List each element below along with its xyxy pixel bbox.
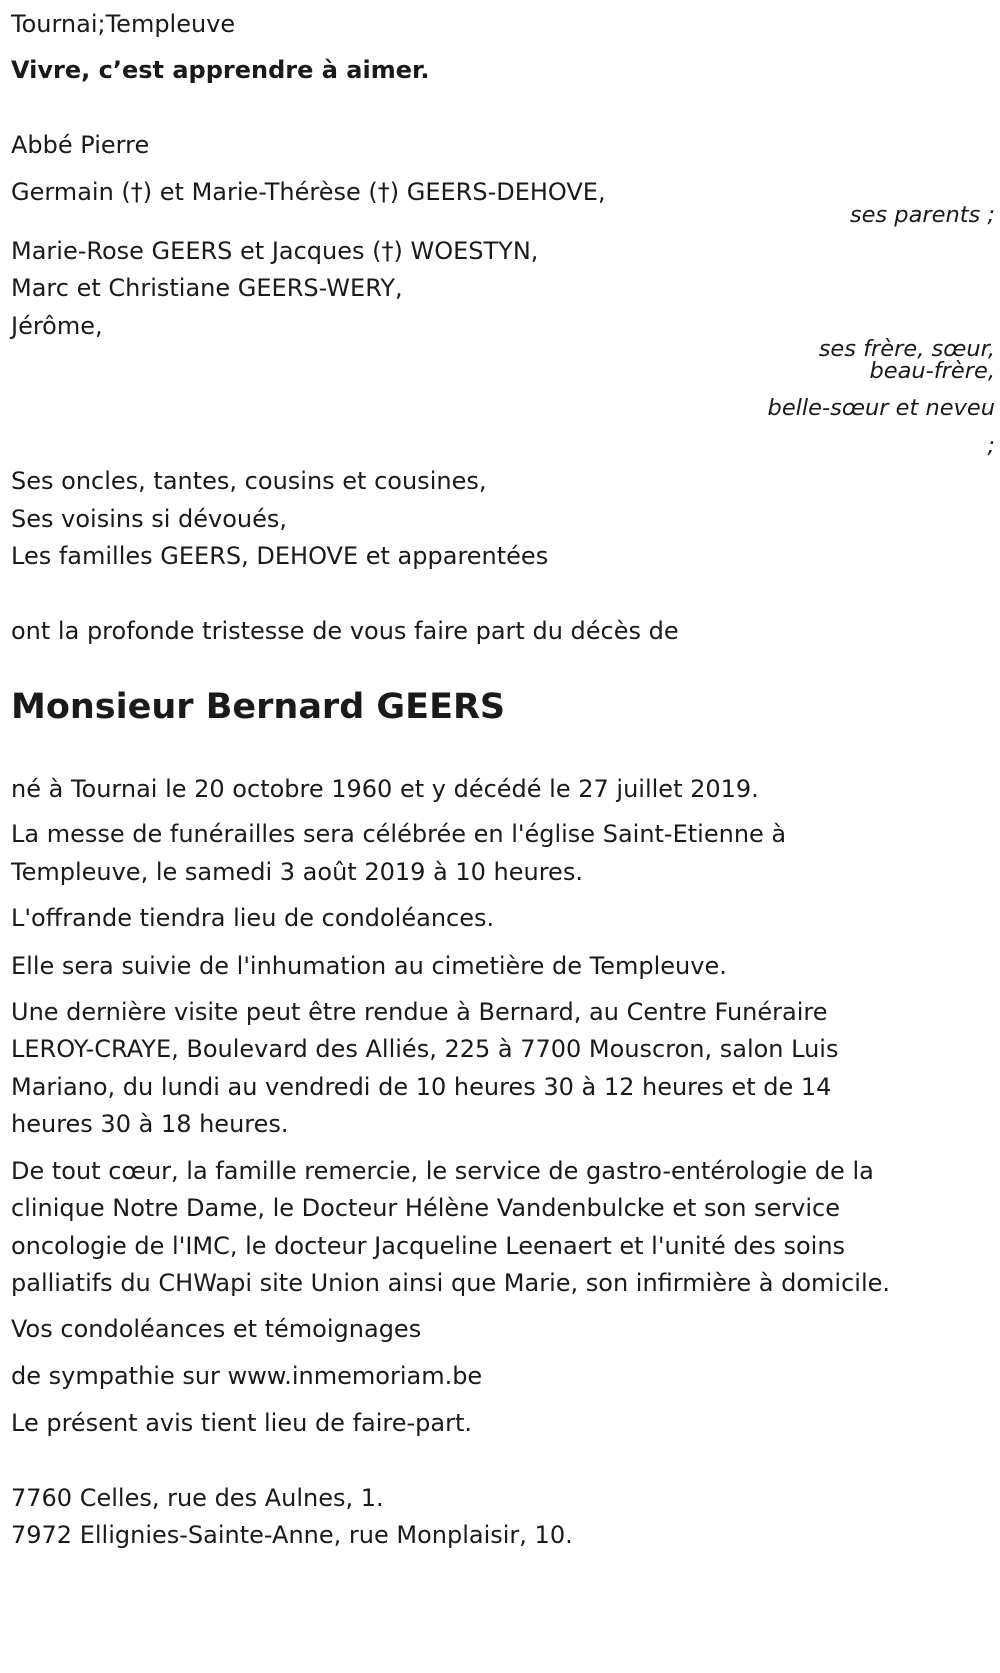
offering-line: L'offrande tiendra lieu de condoléances. [11,904,495,932]
condolences-line: de sympathie sur www.inmemoriam.be [11,1362,483,1390]
thanks-line: De tout cœur, la famille remercie, le service de gastro-entérologie de la [11,1157,874,1185]
mass-line: La messe de funérailles sera célébrée en l'église Saint-Etienne à [11,820,787,848]
siblings-relation-line: ses frère, sœur, [818,336,995,362]
birth-death-line: né à Tournai le 20 octobre 1960 et y décédé le 27 juillet 2019. [11,775,759,803]
visit-line: heures 30 à 18 heures. [11,1110,289,1138]
siblings-relation-line: beau-frère, [869,358,995,384]
address-line: 7972 Ellignies-Sainte-Anne, rue Monplaisir, 10. [11,1521,573,1549]
condolences-line: Vos condoléances et témoignages [11,1315,422,1343]
relatives-line: Ses oncles, tantes, cousins et cousines, [11,467,487,495]
thanks-line: oncologie de l'IMC, le docteur Jacqueline Leenaert et l'unité des soins [11,1232,846,1260]
parents-line: Germain (†) et Marie-Thérèse (†) GEERS-DEHOVE, [11,178,606,206]
parents-relation: ses parents ; [849,202,995,228]
notice-line: Le présent avis tient lieu de faire-part. [11,1409,473,1437]
mass-line: Templeuve, le samedi 3 août 2019 à 10 heures. [11,858,583,886]
sibling-line: Jérôme, [11,312,103,340]
quote: Vivre, c’est apprendre à aimer. [11,56,430,84]
deceased-name: Monsieur Bernard GEERS [11,687,506,727]
sibling-line: Marc et Christiane GEERS-WERY, [11,274,403,302]
siblings-relation-line: belle-sœur et neveu [767,395,995,421]
relatives-line: Ses voisins si dévoués, [11,505,287,533]
relatives-line: Les familles GEERS, DEHOVE et apparentées [11,542,549,570]
siblings-relation-line: ; [987,433,995,459]
visit-line: Mariano, du lundi au vendredi de 10 heures 30 à 12 heures et de 14 [11,1073,832,1101]
address-line: 7760 Celles, rue des Aulnes, 1. [11,1484,384,1512]
thanks-line: palliatifs du CHWapi site Union ainsi que Marie, son infirmière à domicile. [11,1269,891,1297]
burial-line: Elle sera suivie de l'inhumation au cimetière de Templeuve. [11,952,727,980]
visit-line: Une dernière visite peut être rendue à Bernard, au Centre Funéraire [11,998,828,1026]
sibling-line: Marie-Rose GEERS et Jacques (†) WOESTYN, [11,237,539,265]
visit-line: LEROY-CRAYE, Boulevard des Alliés, 225 à 7700 Mouscron, salon Luis [11,1035,839,1063]
announcement: ont la profonde tristesse de vous faire part du décès de [11,617,679,645]
quote-author: Abbé Pierre [11,131,150,159]
location: Tournai;Templeuve [11,10,236,38]
thanks-line: clinique Notre Dame, le Docteur Hélène Vandenbulcke et son service [11,1194,841,1222]
